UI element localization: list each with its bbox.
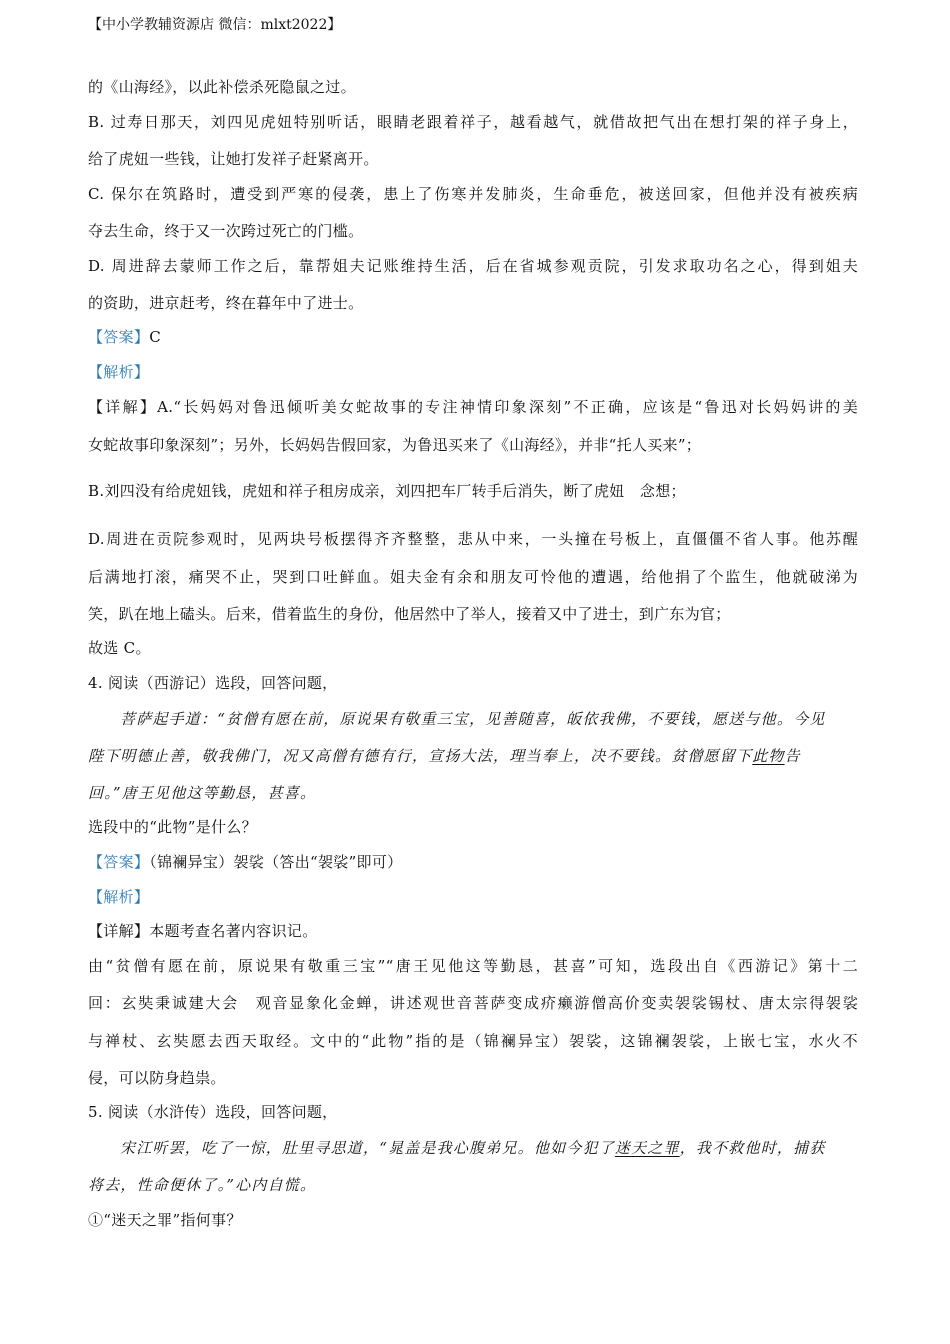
- detail-text: A.“长妈妈对鲁迅倾听美女蛇故事的专注神情印象深刻”不正确，应该是“鲁迅对长妈妈讲的美: [157, 398, 858, 416]
- text-line: 的资助，进京赶考，终在暮年中了进士。: [88, 294, 364, 312]
- detail-line: [88, 396, 858, 417]
- text-line: D.周进在贡院参观时，见两块号板摆得齐齐整整，悲从中来，一头撞在号板上，直僵僵不省人事。他苏醒: [88, 530, 858, 548]
- excerpt-text: ，我不救他时，捕获: [679, 1139, 826, 1157]
- question-5: 5. 阅读（水浒传）选段，回答问题，: [88, 1103, 338, 1121]
- analysis-line: [88, 886, 858, 907]
- answer-tag: 【答案】: [88, 328, 150, 346]
- detail-text: 本题考查名著内容识记。: [149, 922, 318, 940]
- answer-text: C: [149, 328, 161, 346]
- text-line: 夺去生命，终于又一次跨过死亡的门槛。: [88, 222, 364, 240]
- option-c: C. 保尔在筑路时，遭受到严寒的侵袭，患上了伤寒并发肺炎，生命垂危，被送回家，但他并没有被疾病: [88, 185, 858, 203]
- excerpt-line: 回。”唐王见他这等勤恳，甚喜。: [88, 784, 317, 802]
- sub-question: ①“迷天之罪”指何事？: [88, 1211, 242, 1229]
- excerpt-line: [120, 1137, 858, 1158]
- excerpt-line: [88, 745, 858, 766]
- text-line: 故选 C。: [88, 639, 151, 657]
- page-header-watermark: 【中小学教辅资源店 微信：mlxt2022】: [88, 17, 342, 33]
- question-4: 4. 阅读（西游记）选段，回答问题，: [88, 674, 338, 692]
- answer-text: （锦襕异宝）袈裟（答出“袈裟”即可）: [149, 853, 403, 871]
- detail-tag: 【详解】: [88, 922, 150, 940]
- analysis-line: [88, 361, 858, 382]
- answer-tag: 【答案】: [88, 853, 150, 871]
- text-line: B.刘四没有给虎妞钱，虎妞和祥子租房成亲，刘四把车厂转手后消失，断了虎妞 念想；: [88, 482, 686, 500]
- underlined-phrase: 迷天之罪: [614, 1139, 680, 1157]
- answer-line: [88, 326, 858, 347]
- excerpt-line: 将去，性命便休了。”心内自慌。: [88, 1176, 317, 1194]
- option-b: B. 过寿日那天，刘四见虎妞特别听话，眼睛老跟着祥子，越看越气，就借故把气出在想打架的祥子身上，: [88, 113, 858, 131]
- excerpt-line: 菩萨起手道：“贫僧有愿在前，原说果有敬重三宝，见善随喜，皈依我佛，不要钱，愿送与他。今见: [120, 710, 826, 728]
- text-line: 给了虎妞一些钱，让她打发祥子赶紧离开。: [88, 150, 379, 168]
- analysis-tag: 【解析】: [88, 888, 150, 906]
- text-line: 女蛇故事印象深刻”；另外，长妈妈告假回家，为鲁迅买来了《山海经》，并非“托人买来”；: [88, 436, 702, 454]
- text-line: 侵，可以防身趋祟。: [88, 1069, 226, 1087]
- answer-line: [88, 851, 858, 872]
- detail-line: [88, 920, 858, 941]
- text-line: 的《山海经》，以此补偿杀死隐鼠之过。: [88, 78, 356, 96]
- text-line: 笑，趴在地上磕头。后来，借着监生的身份，他居然中了举人，接着又中了进士，到广东为官；: [88, 605, 731, 623]
- excerpt-text: 宋江听罢，吃了一惊，肚里寻思道，“晁盖是我心腹弟兄。他如今犯了: [120, 1139, 615, 1157]
- excerpt-text: 告: [784, 747, 801, 765]
- question-text: 选段中的“此物”是什么？: [88, 818, 257, 836]
- text-line: 与禅杖、玄奘愿去西天取经。文中的“此物”指的是（锦襕异宝）袈裟，这锦襕袈裟，上嵌七宝，水火不: [88, 1032, 858, 1050]
- excerpt-text: 陛下明德止善，敬我佛门，况又高僧有德有行，宣扬大法，理当奉上，决不要钱。贫僧愿留下: [88, 747, 753, 765]
- analysis-tag: 【解析】: [88, 363, 150, 381]
- underlined-phrase: 此物: [752, 747, 785, 765]
- text-line: 由“贫僧有愿在前，原说果有敬重三宝”“唐王见他这等勤恳，甚喜”可知，选段出自《西游记》第十二: [88, 957, 858, 975]
- detail-tag: 【详解】: [88, 398, 158, 416]
- text-line: 后满地打滚，痛哭不止，哭到口吐鲜血。姐夫金有余和朋友可怜他的遭遇，给他捐了个监生，他就破涕为: [88, 568, 858, 586]
- text-line: 回：玄奘秉诚建大会 观音显象化金蝉，讲述观世音菩萨变成疥癞游僧高价变卖袈裟锡杖、唐太宗得袈裟: [88, 994, 858, 1012]
- option-d: D. 周进辞去蒙师工作之后，靠帮姐夫记账维持生活，后在省城参观贡院，引发求取功名之心，得到姐夫: [88, 257, 858, 275]
